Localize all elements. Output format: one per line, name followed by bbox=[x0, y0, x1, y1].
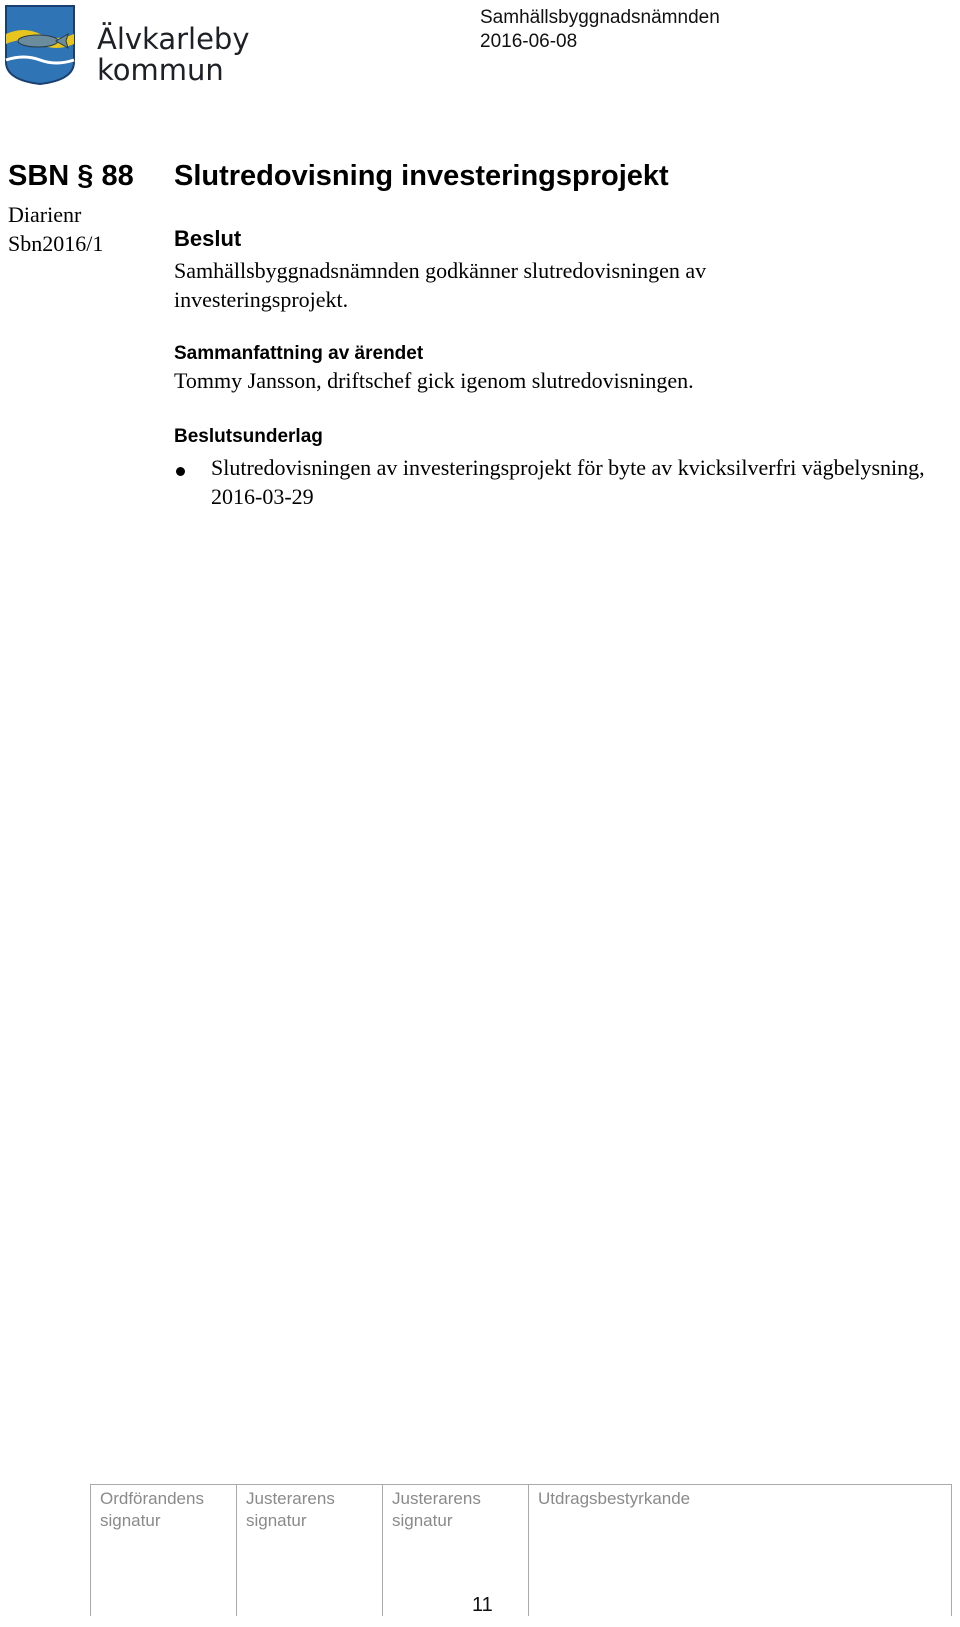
paragraph-number: SBN § 88 bbox=[8, 160, 134, 192]
bullet-icon bbox=[176, 467, 185, 476]
beslut-text: Samhällsbyggnadsnämnden godkänner slutredovisningen av investeringsprojekt. bbox=[174, 258, 707, 312]
beslutsunderlag-item: Slutredovisningen av investeringsprojekt för byte av kvicksilverfri vägbelysning, 2016-03-29 bbox=[211, 455, 925, 509]
diarie-label: Diarienr bbox=[8, 202, 82, 227]
beslutsunderlag-heading: Beslutsunderlag bbox=[174, 426, 323, 447]
signature-cell-ordforande bbox=[90, 1485, 236, 1616]
signature-cell-justerare-2 bbox=[382, 1485, 528, 1616]
signature-label: Justerarens signatur bbox=[246, 1489, 335, 1530]
committee-name: Samhällsbyggnadsnämnden bbox=[480, 7, 720, 28]
logo-text-line1: Älvkarleby bbox=[97, 22, 250, 56]
signature-label: Ordförandens signatur bbox=[100, 1489, 204, 1530]
logo-text bbox=[97, 24, 250, 86]
signature-label: Justerarens signatur bbox=[392, 1489, 481, 1530]
document-title: Slutredovisning investeringsprojekt bbox=[174, 160, 669, 192]
page-number: 11 bbox=[472, 1594, 493, 1616]
beslut-heading: Beslut bbox=[174, 226, 242, 251]
sammanfattning-heading: Sammanfattning av ärendet bbox=[174, 343, 424, 364]
signature-table bbox=[90, 1484, 952, 1616]
signature-cell-justerare-1 bbox=[236, 1485, 382, 1616]
kommun-logo bbox=[4, 4, 76, 86]
diarie-number: Sbn2016/1 bbox=[8, 231, 104, 256]
logo-text-line2: kommun bbox=[97, 53, 224, 87]
signature-label: Utdragsbestyrkande bbox=[538, 1489, 691, 1508]
sammanfattning-text: Tommy Jansson, driftschef gick igenom slutredovisningen. bbox=[174, 368, 694, 393]
meeting-date: 2016-06-08 bbox=[480, 31, 578, 52]
table-divider bbox=[951, 1485, 952, 1616]
signature-cell-utdrag bbox=[528, 1485, 951, 1616]
